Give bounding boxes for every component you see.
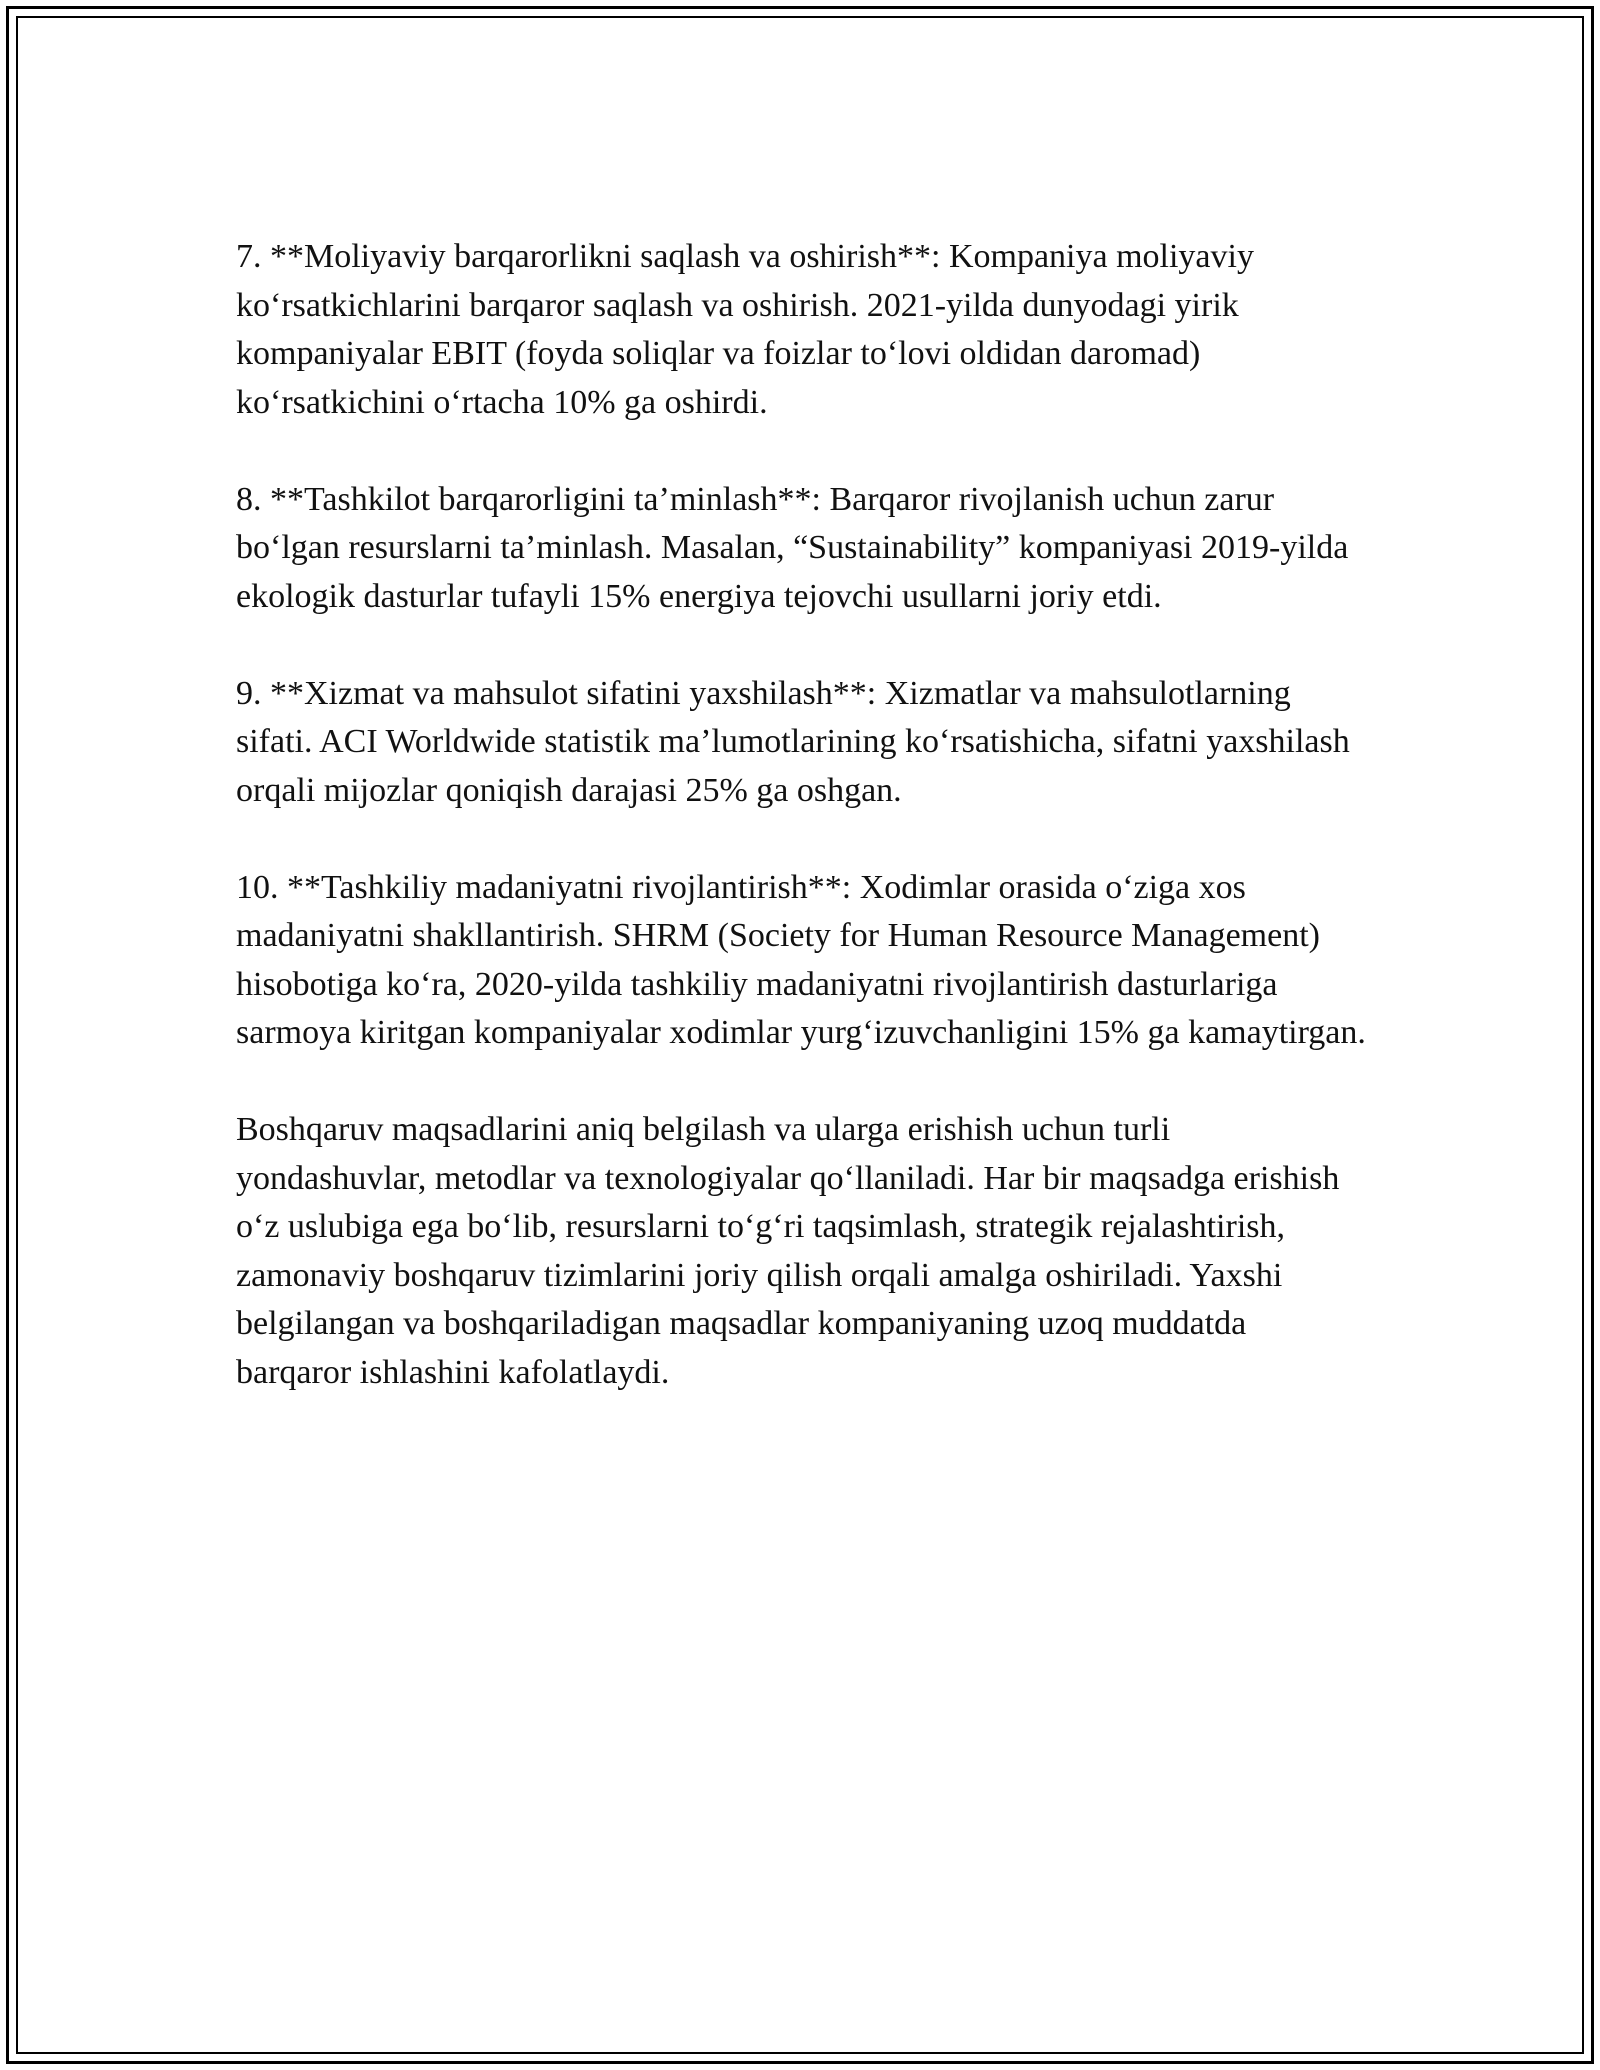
- conclusion-paragraph: Boshqaruv maqsadlarini aniq belgilash va ularga erishish uchun turli yondashuvlar, metodlar va texnologiyalar qo‘llaniladi. Har bir maqsadga erishish o‘z uslubiga ega bo‘lib, resurslarni to‘g‘ri taqsimlash, strategik rejalashtirish, zamonaviy boshqaruv tizimlarini joriy qilish orqali amalga oshiriladi. Yaxshi belgilangan va boshqariladigan maqsadlar kompaniyaning uzoq muddatda barqaror ishlashini kafolatlaydi.: [236, 1111, 1340, 1391]
- paragraph-item-9: 9. **Xizmat va mahsulot sifatini yaxshilash**: Xizmatlar va mahsulotlarning sifati. ACI Worldwide statistik ma’lumotlarining ko‘rsatishicha, sifatni yaxshilash orqali mijozlar qoniqish darajasi 25% ga oshgan.: [236, 674, 1350, 809]
- document-body: [236, 233, 1366, 1446]
- paragraph-item-8: 8. **Tashkilot barqarorligini ta’minlash**: Barqaror rivojlanish uchun zarur bo‘lgan resurslarni ta’minlash. Masalan, “Sustainability” kompaniyasi 2019-yilda ekologik dasturlar tufayli 15% energiya tejovchi usullarni joriy etdi.: [236, 480, 1349, 615]
- paragraph-item-7: 7. **Moliyaviy barqarorlikni saqlash va oshirish**: Kompaniya moliyaviy ko‘rsatkichlarini barqaror saqlash va oshirish. 2021-yilda dunyodagi yirik kompaniyalar EBIT (foyda soliqlar va foizlar to‘lovi oldidan daromad) ko‘rsatkichini o‘rtacha 10% ga oshirdi.: [236, 238, 1254, 421]
- paragraph-item-10: 10. **Tashkiliy madaniyatni rivojlantirish**: Xodimlar orasida o‘ziga xos madaniyatni shakllantirish. SHRM (Society for Human Resource Management) hisobotiga ko‘ra, 2020-yilda tashkiliy madaniyatni rivojlantirish dasturlariga sarmoya kiritgan kompaniyalar xodimlar yurg‘izuvchanligini 15% ga kamaytirgan.: [236, 868, 1366, 1051]
